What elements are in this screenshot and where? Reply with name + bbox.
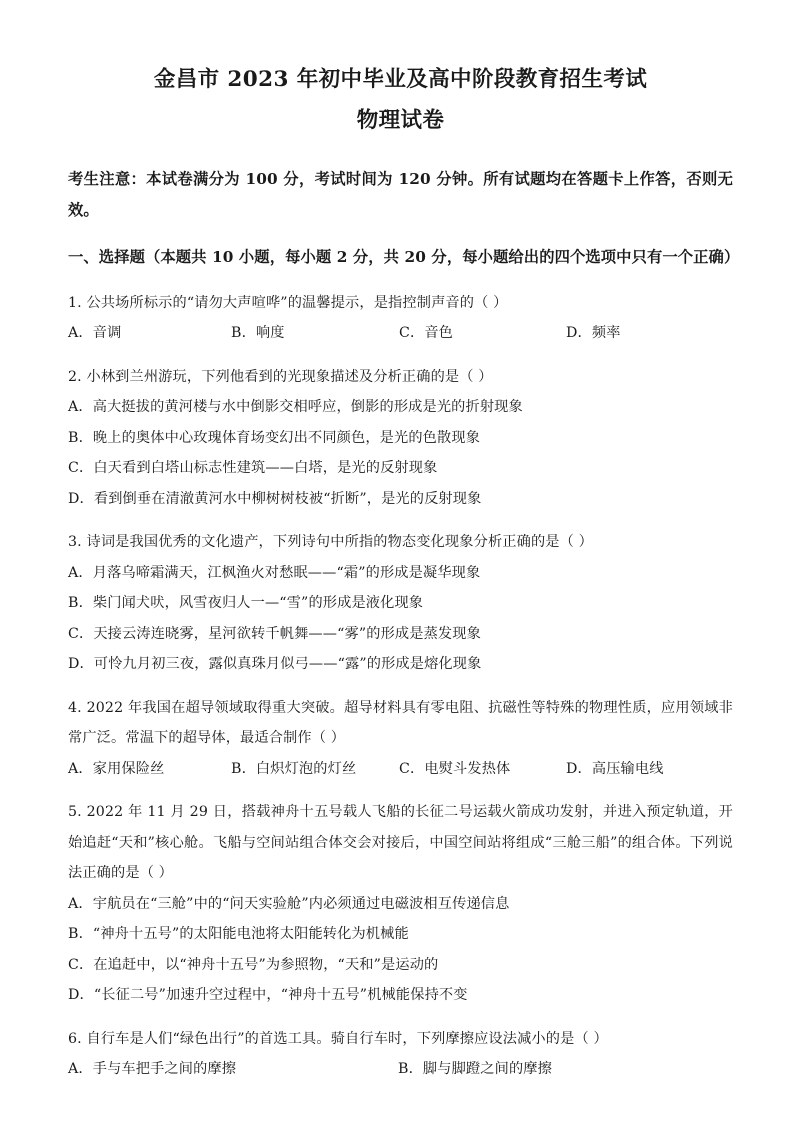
question-6-option-a[interactable]: A．手与车把手之间的摩擦 (68, 1061, 237, 1078)
question-4-option-a[interactable]: A．家用保险丝 (68, 760, 165, 777)
question-1-stem: 1. 公共场所标示的“请勿大声喧哗”的温馨提示，是指控制声音的（ ） (68, 294, 508, 311)
question-5-option-c[interactable]: C．在追赶中，以“神舟十五号”为参照物，“天和”是运动的 (68, 956, 439, 973)
question-2 (68, 362, 733, 515)
question-5-stem: 5. 2022 年 11 月 29 日，搭载神舟十五号载人飞船的长征二号运载火箭成功发射，并进入预定轨道，开始追赶“天和”核心舱。飞船与空间站组合体交会对接后，中国空间站将组成“三舱三船”的组合体。下列说法正确的是（ ） (68, 804, 733, 882)
question-6-option-b[interactable]: B．脚与脚蹬之间的摩擦 (398, 1061, 552, 1078)
question-3-option-b[interactable]: B．柴门闻犬吠，风雪夜归人一—“雪”的形成是液化现象 (68, 595, 424, 612)
question-1-options (68, 318, 733, 349)
question-1-option-d[interactable]: D．频率 (566, 325, 621, 342)
question-4-option-c[interactable]: C．电熨斗发热体 (399, 760, 511, 777)
question-5-option-a[interactable]: A．宇航员在“三舱”中的“问天实验舱”内必须通过电磁波相互传递信息 (68, 895, 510, 912)
question-1-option-b[interactable]: B．响度 (231, 325, 285, 342)
question-4-option-b[interactable]: B．白炽灯泡的灯丝 (231, 760, 357, 777)
question-1 (68, 288, 733, 349)
question-6-options (68, 1054, 733, 1085)
question-6-stem: 6. 自行车是人们“绿色出行”的首选工具。骑自行车时，下列摩擦应设法减小的是（ ） (68, 1030, 608, 1047)
question-1-option-a[interactable]: A．音调 (68, 325, 122, 342)
question-2-option-a[interactable]: A．高大挺拔的黄河楼与水中倒影交相呼应，倒影的形成是光的折射现象 (68, 399, 523, 416)
question-2-stem: 2. 小林到兰州游玩，下列他看到的光现象描述及分析正确的是（ ） (68, 368, 493, 385)
question-1-option-c[interactable]: C．音色 (399, 325, 454, 342)
question-4-options (68, 754, 733, 785)
question-4 (68, 693, 733, 785)
question-2-option-b[interactable]: B．晚上的奥体中心玫瑰体育场变幻出不同颜色，是光的色散现象 (68, 429, 481, 446)
page-subtitle: 物理试卷 (356, 108, 445, 134)
page-title: 金昌市 2023 年初中毕业及高中阶段教育招生考试 (153, 67, 648, 92)
question-5-option-b[interactable]: B．“神舟十五号”的太阳能电池将太阳能转化为机械能 (68, 926, 409, 943)
question-5 (68, 797, 733, 1011)
question-3-stem: 3. 诗词是我国优秀的文化遗产，下列诗句中所指的物态变化现象分析正确的是（ ） (68, 534, 593, 551)
question-6 (68, 1024, 733, 1085)
question-4-stem: 4. 2022 年我国在超导领域取得重大突破。超导材料具有零电阻、抗磁性等特殊的物理性质，应用领域非常广泛。常温下的超导体，最适合制作（ ） (68, 699, 733, 747)
question-5-option-d[interactable]: D．“长征二号”加速升空过程中，“神舟十五号”机械能保持不变 (68, 987, 468, 1004)
question-2-option-d[interactable]: D．看到倒垂在清澈黄河水中柳树树枝被“折断”，是光的反射现象 (68, 490, 482, 507)
question-3-option-c[interactable]: C．天接云涛连晓雾，星河欲转千帆舞——“雾”的形成是蒸发现象 (68, 625, 481, 642)
question-4-option-d[interactable]: D．高压输电线 (566, 760, 664, 777)
section-heading-multiple-choice: 一、选择题（本题共 10 小题，每小题 2 分，共 20 分，每小题给出的四个选项中只有一个正确） (68, 247, 740, 266)
question-2-option-c[interactable]: C．白天看到白塔山标志性建筑——白塔，是光的反射现象 (68, 460, 438, 477)
candidate-notice: 考生注意：本试卷满分为 100 分，考试时间为 120 分钟。所有试题均在答题卡上作答，否则无效。 (68, 169, 733, 219)
question-3-option-a[interactable]: A．月落乌啼霜满天，江枫渔火对愁眠——“霜”的形成是凝华现象 (68, 564, 481, 581)
question-3 (68, 527, 733, 680)
question-3-option-d[interactable]: D．可怜九月初三夜，露似真珠月似弓——“露”的形成是熔化现象 (68, 656, 482, 673)
